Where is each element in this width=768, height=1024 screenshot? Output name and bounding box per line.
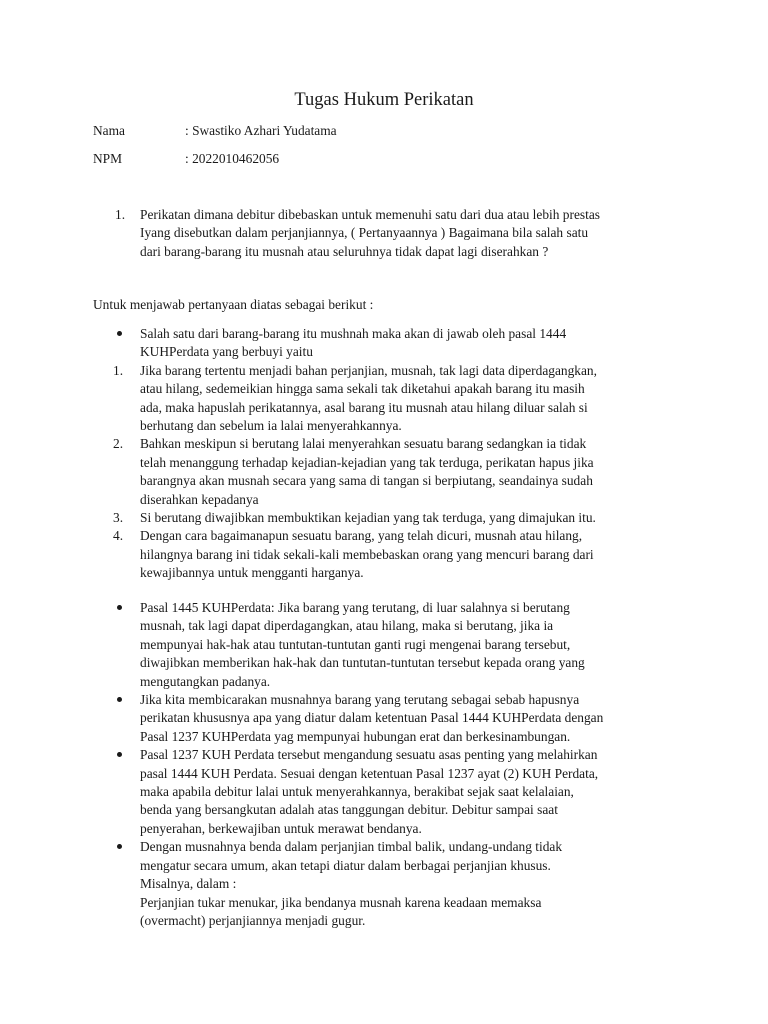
question-number: 1. [115,207,126,222]
list-item-line: Pasal 1237 KUHPerdata yag mempunyai hubungan erat dan berkesinambungan. [140,728,571,744]
npm-label: NPM [93,151,123,166]
question-line: Perikatan dimana debitur dibebaskan untuk memenuhi satu dari dua atau lebih prestas [140,207,600,222]
bullet-icon [117,752,122,757]
list-item-line: mengatur secara umum, akan tetapi diatur dalam berbagai perjanjian khusus. [140,857,551,873]
list-item-line: pasal 1444 KUH Perdata. Sesuai dengan ketentuan Pasal 1237 ayat (2) KUH Perdata, [140,765,599,781]
npm-value: : 2022010462056 [185,151,280,166]
list-item-line: diwajibkan memberikan hak-hak dan tuntutan-tuntutan tersebut kepada orang yang [140,655,585,671]
list-item-line: Jika kita membicarakan musnahnya barang yang terutang sebagai sebab hapusnya [140,692,580,708]
list-item-line: perikatan khususnya apa yang diatur dalam ketentuan Pasal 1444 KUHPerdata dengan [140,710,604,726]
list-item-line: benda yang bersangkutan adalah atas tanggungan debitur. Debitur sampai saat [140,802,558,818]
answer-list-1 [93,325,693,583]
list-item-line: mempunyai hak-hak atau tuntutan-tuntutan ganti rugi mengenai barang tersebut, [140,636,571,652]
list-item [93,325,693,362]
list-item-line: Dengan musnahnya benda dalam perjanjian timbal balik, undang-undang tidak [140,839,563,855]
list-item [93,746,693,838]
intro-paragraph [93,296,693,314]
answer-list-2 [93,599,693,930]
list-item-line: hilangnya barang ini tidak sekali-kali membebaskan orang yang mencuri barang dari [140,546,594,562]
question-line: dari barang-barang itu musnah atau seluruhnya tidak dapat lagi diserahkan ? [140,243,549,259]
list-item-line: ada, maka hapuslah perikatannya, asal barang itu musnah atau hilang diluar salah si [140,399,588,415]
list-item [93,527,693,582]
list-item-line: Misalnya, dalam : [140,876,237,892]
list-item-line: Dengan cara bagaimanapun sesuatu barang, yang telah dicuri, musnah atau hilang, [140,528,583,544]
list-item-line: barangnya akan musnah secara yang sama di tangan si berpiutang, seandainya sudah [140,473,593,489]
intro-text: Untuk menjawab pertanyaan diatas sebagai berikut : [93,297,374,312]
list-item [93,509,693,527]
list-item-line: mengutangkan padanya. [140,673,271,689]
list-item-line: KUHPerdata yang berbuyi yaitu [140,344,313,360]
question-line: Iyang disebutkan dalam perjanjiannya, ( Pertanyaannya ) Bagaimana bila salah satu [140,225,589,241]
list-number: 1. [113,362,124,378]
list-number: 3. [113,510,124,526]
list-item-line: Pasal 1237 KUH Perdata tersebut mengandung sesuatu asas penting yang melahirkan [140,747,598,763]
name-value: : Swastiko Azhari Yudatama [185,123,337,138]
list-item-line: Jika barang tertentu menjadi bahan perjanjian, musnah, tak lagi data diperdagangkan, [140,362,597,378]
list-item-line: diserahkan kepadanya [140,491,259,507]
bullet-icon [117,605,122,610]
list-item-line: Pasal 1445 KUHPerdata: Jika barang yang terutang, di luar salahnya si berutang [140,600,570,615]
list-item [93,838,693,930]
list-item-line: telah menanggung terhadap kejadian-kejadian yang tak terduga, perikatan hapus jika [140,454,594,470]
bullet-icon [117,331,122,336]
list-item-line: maka apabila debitur lalai untuk menyerahkannya, berakibat sejak saat kelalaian, [140,784,574,800]
list-number: 4. [113,528,124,544]
name-label: Nama [93,123,125,138]
list-item-line: musnah, tak lagi dapat diperdagangkan, atau hilang, maka si berutang, jika ia [140,618,554,634]
list-item-line: Si berutang diwajibkan membuktikan kejadian yang tak terduga, yang dimajukan itu. [140,510,596,526]
list-item-line: berhutang dan sebelum ia lalai menyerahkannya. [140,418,402,434]
list-item [93,435,693,509]
list-item [93,691,693,746]
bullet-icon [117,697,122,702]
list-item-line: Salah satu dari barang-barang itu mushnah maka akan di jawab oleh pasal 1444 [140,326,567,341]
list-item [93,362,693,436]
bullet-icon [117,844,122,849]
list-item [93,599,693,691]
list-item-line: atau hilang, sedemeikian hingga sama sekali tak diketahui apakah barang itu masih [140,381,585,397]
list-item-line: Perjanjian tukar menukar, jika bendanya musnah karena keadaan memaksa [140,894,542,910]
document-title: Tugas Hukum Perikatan [294,90,474,110]
list-number: 2. [113,436,124,452]
question-item [93,206,693,261]
list-item-line: kewajibannya untuk mengganti harganya. [140,565,364,581]
list-item-line: (overmacht) perjanjiannya menjadi gugur. [140,912,366,928]
question-block [93,206,693,261]
list-item-line: penyerahan, berkewajiban untuk merawat bendanya. [140,820,422,836]
list-item-line: Bahkan meskipun si berutang lalai menyerahkan sesuatu barang sedangkan ia tidak [140,436,587,452]
